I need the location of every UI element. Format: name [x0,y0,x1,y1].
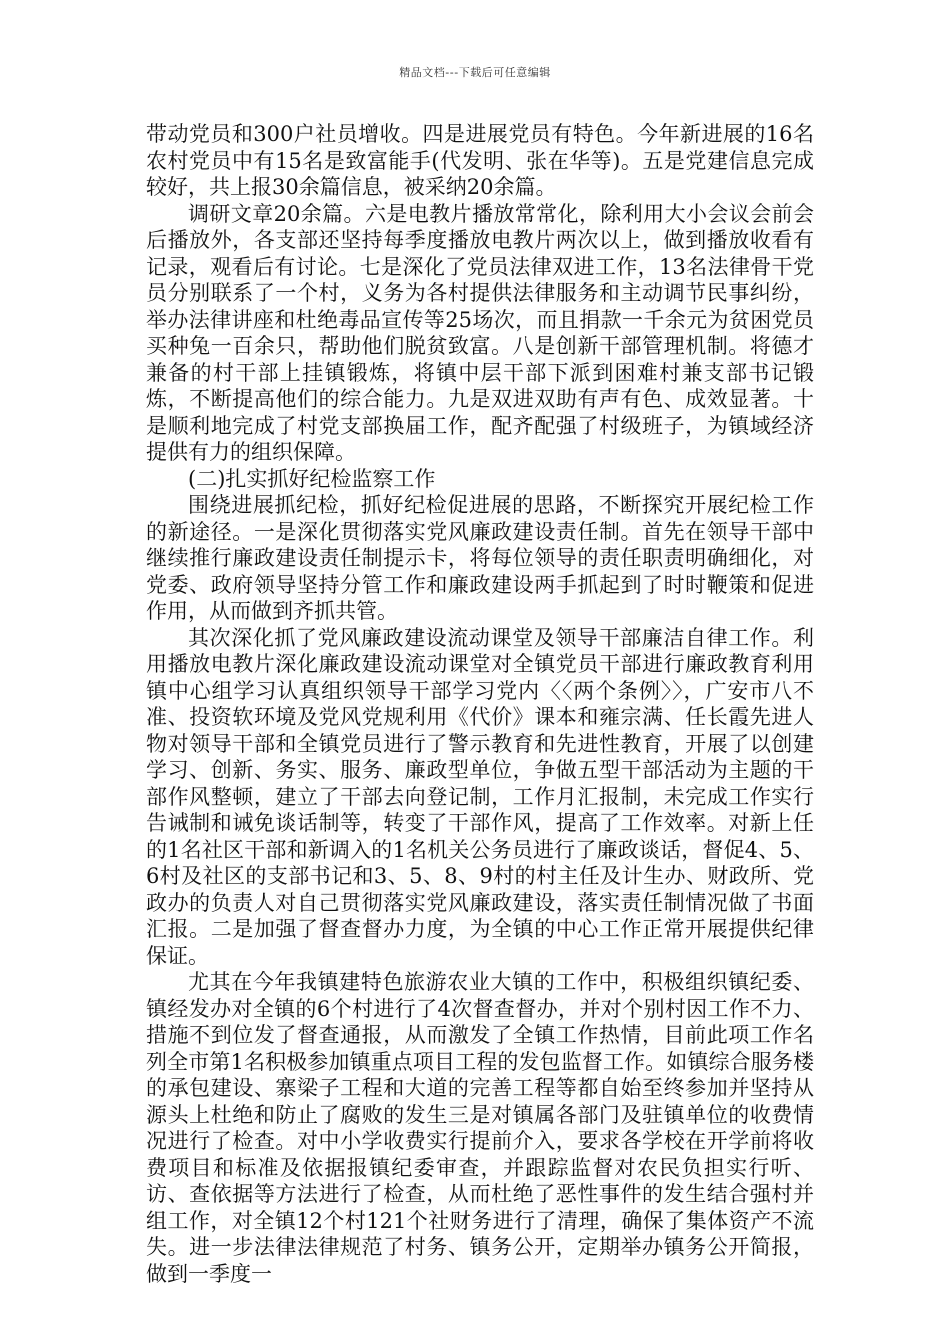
page-header: 精品文档---下载后可任意编辑 [399,66,551,79]
paragraph-3: 围绕进展抓纪检，抓好纪检促进展的思路，不断探究开展纪检工作的新途径。一是深化贯彻落实党风廉政建设责任制。首先在领导干部中继续推行廉政建设责任制提示卡，将每位领导的责任职责明确细化，对党委、政府领导坚持分管工作和廉政建设两手抓起到了时时鞭策和促进作用，从而做到齐抓共管。 [146,493,814,623]
paragraph-4: 其次深化抓了党风廉政建设流动课堂及领导干部廉洁自律工作。利用播放电教片深化廉政建设流动课堂对全镇党员干部进行廉政教育利用镇中心组学习认真组织领导干部学习党内〈〈两个条例〉〉，广安市八不准、投资软环境及党风党规利用《代价》课本和雍宗满、任长霞先进人物对领导干部和全镇党员进行了警示教育和先进性教育，开展了以创建学习、创新、务实、服务、廉政型单位，争做五型干部活动为主题的干部作风整顿，建立了干部去向登记制，工作月汇报制，未完成工作实行告诫制和诫免谈话制等，转变了干部作风，提高了工作效率。对新上任的1名社区干部和新调入的1名机关公务员进行了廉政谈话，督促4、5、6村及社区的支部书记和3、5、8、9村的村主任及计生办、财政所、党政办的负责人对自己贯彻落实党风廉政建设，落实责任制情况做了书面汇报。二是加强了督查督办力度，为全镇的中心工作正常开展提供纪律保证。 [146,625,814,968]
paragraph-5: 尤其在今年我镇建特色旅游农业大镇的工作中，积极组织镇纪委、镇经发办对全镇的6个村进行了4次督查督办，并对个别村因工作不力、措施不到位发了督查通报，从而激发了全镇工作热情，目前此项工作名列全市第1名积极参加镇重点项目工程的发包监督工作。如镇综合服务楼的承包建设、寨梁子工程和大道的完善工程等都自始至终参加并坚持从源头上杜绝和防止了腐败的发生三是对镇属各部门及驻镇单位的收费情况进行了检查。对中小学收费实行提前介入，要求各学校在开学前将收费项目和标准及依据报镇纪委审查，并跟踪监督对农民负担实行听、访、查依据等方法进行了检查，从而杜绝了恶性事件的发生结合强村并组工作，对全镇12个村121个社财务进行了清理，确保了集体资产不流失。进一步法律法律规范了村务、镇务公开，定期举办镇务公开简报，做到一季度一 [146,970,814,1286]
document-body [146,121,814,1287]
paragraph-1: 带动党员和300户社员增收。四是进展党员有特色。今年新进展的16名农村党员中有15名是致富能手(代发明、张在华等)。五是党建信息完成较好，共上报30余篇信息，被采纳20余篇。 [146,122,814,199]
section-heading: (二)扎实抓好纪检监察工作 [188,466,436,491]
paragraph-2: 调研文章20余篇。六是电教片播放常常化，除利用大小会议会前会后播放外，各支部还坚持每季度播放电教片两次以上，做到播放收看有记录，观看后有讨论。七是深化了党员法律双进工作，13名法律骨干党员分别联系了一个村，义务为各村提供法律服务和主动调节民事纠纷，举办法律讲座和杜绝毒品宣传等25场次，而且捐款一千余元为贫困党员买种兔一百余只，帮助他们脱贫致富。八是创新干部管理机制。将德才兼备的村干部上挂镇锻炼，将镇中层干部下派到困难村兼支部书记锻炼，不断提高他们的综合能力。九是双进双助有声有色、成效显著。十是顺利地完成了村党支部换届工作，配齐配强了村级班子，为镇域经济提供有力的组织保障。 [146,201,814,464]
